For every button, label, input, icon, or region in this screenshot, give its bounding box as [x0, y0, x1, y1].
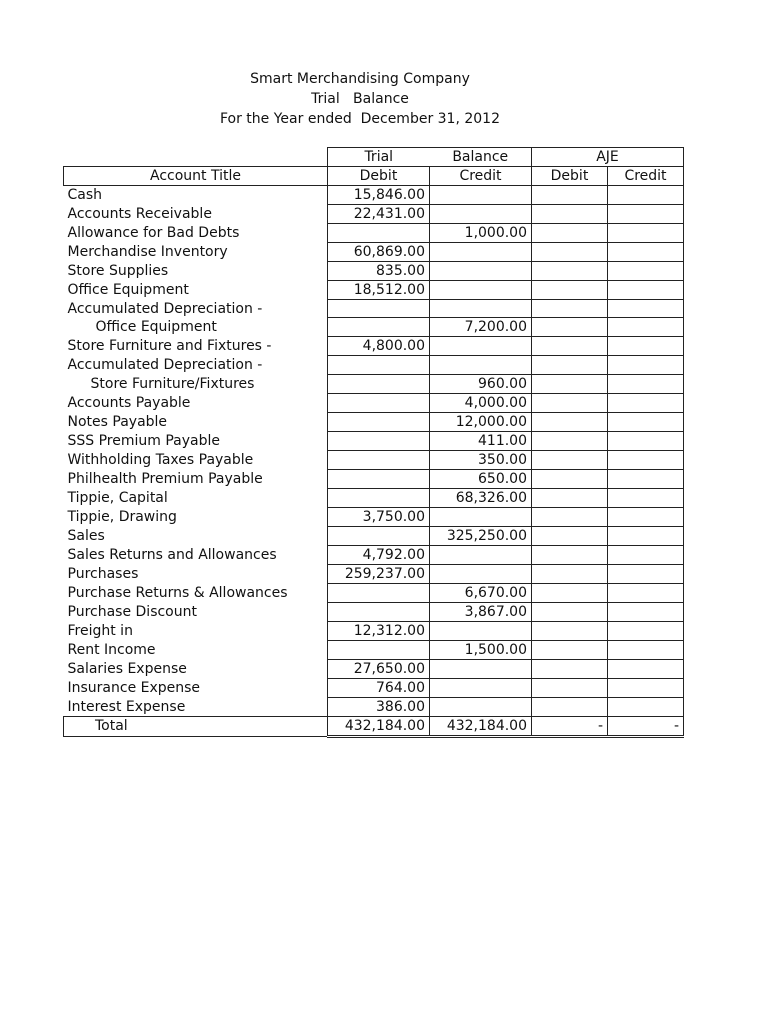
aje-credit-amount: [608, 205, 684, 224]
debit-amount: 386.00: [328, 697, 430, 716]
table-row: [64, 393, 684, 412]
debit-amount: 12,312.00: [328, 621, 430, 640]
credit-amount: [430, 545, 532, 564]
credit-amount: [430, 186, 532, 205]
credit-amount: [430, 262, 532, 281]
credit-amount: [430, 659, 532, 678]
table-row: [64, 450, 684, 469]
debit-amount: [328, 469, 430, 488]
account-name: Merchandise Inventory: [67, 244, 228, 260]
credit-amount: [430, 300, 532, 318]
aje-debit-amount: [532, 621, 608, 640]
debit-amount: 27,650.00: [328, 659, 430, 678]
debit-amount: [328, 602, 430, 621]
trial-header-part1: Trial: [328, 148, 430, 167]
table-row: [64, 262, 684, 281]
aje-debit-header: Debit: [532, 167, 608, 186]
total-credit: 432,184.00: [430, 716, 532, 736]
aje-credit-amount: [608, 412, 684, 431]
debit-amount: [328, 393, 430, 412]
aje-debit-amount: [532, 469, 608, 488]
table-row: [64, 243, 684, 262]
account-name: Purchase Returns & Allowances: [67, 584, 288, 601]
account-name: Interest Expense: [67, 698, 186, 715]
debit-amount: 259,237.00: [328, 564, 430, 583]
credit-amount: 411.00: [430, 431, 532, 450]
aje-credit-amount: [608, 507, 684, 526]
aje-credit-amount: [608, 450, 684, 469]
credit-amount: [430, 507, 532, 526]
aje-credit-amount: [608, 356, 684, 374]
aje-credit-amount: [608, 583, 684, 602]
credit-amount: 6,670.00: [430, 583, 532, 602]
debit-amount: [328, 318, 430, 337]
debit-amount: [328, 450, 430, 469]
aje-credit-amount: [608, 186, 684, 205]
aje-credit-amount: [608, 564, 684, 583]
credit-amount: [430, 337, 532, 356]
total-aje-credit: -: [608, 716, 684, 736]
table-row: [64, 640, 684, 659]
table-row: [64, 621, 684, 640]
aje-credit-amount: [608, 318, 684, 337]
aje-debit-amount: [532, 697, 608, 716]
credit-amount: 350.00: [430, 450, 532, 469]
account-name: Office Equipment: [95, 319, 217, 336]
account-name: Cash: [67, 187, 103, 204]
table-row: [64, 356, 684, 374]
credit-amount: [430, 621, 532, 640]
account-name: Freight in: [67, 622, 133, 639]
aje-debit-amount: [532, 243, 608, 262]
table-row: [64, 507, 684, 526]
credit-amount: [430, 356, 532, 374]
table-row: [64, 224, 684, 243]
tb-debit-header: Debit: [328, 167, 430, 186]
aje-debit-amount: [532, 224, 608, 243]
debit-amount: [328, 300, 430, 318]
total-debit: 432,184.00: [328, 716, 430, 736]
aje-debit-amount: [532, 412, 608, 431]
account-name: Office Equipment: [67, 282, 189, 298]
table-row: [64, 318, 684, 337]
account-title-header: Account Title: [64, 167, 328, 186]
debit-amount: 22,431.00: [328, 205, 430, 224]
account-name: Accounts Receivable: [67, 206, 212, 222]
table-row: [64, 337, 684, 356]
table-row: [64, 697, 684, 716]
aje-credit-amount: [608, 224, 684, 243]
debit-amount: 764.00: [328, 678, 430, 697]
credit-amount: 7,200.00: [430, 318, 532, 337]
account-name: Accumulated Depreciation -: [67, 357, 263, 374]
aje-credit-amount: [608, 469, 684, 488]
table-row: [64, 583, 684, 602]
aje-debit-amount: [532, 356, 608, 374]
total-row: [64, 716, 684, 736]
account-name: Notes Payable: [67, 413, 168, 430]
aje-credit-amount: [608, 393, 684, 412]
aje-debit-amount: [532, 507, 608, 526]
debit-amount: 18,512.00: [328, 281, 430, 300]
table-row: [64, 186, 684, 205]
credit-amount: 650.00: [430, 469, 532, 488]
aje-debit-amount: [532, 281, 608, 300]
debit-amount: 3,750.00: [328, 507, 430, 526]
table-row: [64, 545, 684, 564]
credit-amount: 3,867.00: [430, 602, 532, 621]
aje-debit-amount: [532, 602, 608, 621]
aje-credit-amount: [608, 431, 684, 450]
company-name: Smart Merchandising Company: [250, 71, 470, 87]
account-name: Sales: [67, 527, 105, 544]
statement-title: Trial Balance: [311, 91, 409, 107]
aje-debit-amount: [532, 564, 608, 583]
aje-credit-amount: [608, 337, 684, 356]
credit-amount: [430, 678, 532, 697]
table-row: [64, 300, 684, 318]
account-name: Purchases: [67, 565, 139, 582]
account-name: Tippie, Drawing: [67, 508, 177, 525]
aje-credit-amount: [608, 300, 684, 318]
account-name: Rent Income: [67, 641, 156, 658]
credit-amount: [430, 564, 532, 583]
aje-debit-amount: [532, 374, 608, 393]
account-name: Tippie, Capital: [67, 489, 168, 506]
aje-debit-amount: [532, 262, 608, 281]
statement-period: For the Year ended December 31, 2012: [219, 111, 500, 127]
aje-credit-amount: [608, 374, 684, 393]
table-row: [64, 431, 684, 450]
table-row: [64, 412, 684, 431]
aje-debit-amount: [532, 205, 608, 224]
account-name: Insurance Expense: [67, 679, 201, 696]
aje-credit-amount: [608, 602, 684, 621]
table-row: [64, 374, 684, 393]
account-name: Salaries Expense: [67, 660, 187, 677]
aje-debit-amount: [532, 545, 608, 564]
aje-credit-amount: [608, 243, 684, 262]
table-row: [64, 205, 684, 224]
debit-amount: [328, 356, 430, 374]
account-name: Sales Returns and Allowances: [67, 546, 277, 563]
debit-amount: [328, 526, 430, 545]
blank-header-cell: [64, 148, 328, 167]
debit-amount: 4,792.00: [328, 545, 430, 564]
debit-amount: 15,846.00: [328, 186, 430, 205]
aje-debit-amount: [532, 678, 608, 697]
trial-balance-table: [63, 147, 684, 738]
credit-amount: 4,000.00: [430, 393, 532, 412]
credit-amount: [430, 697, 532, 716]
aje-debit-amount: [532, 488, 608, 507]
table-row: [64, 564, 684, 583]
total-label: Total: [64, 716, 328, 736]
credit-amount: [430, 243, 532, 262]
aje-debit-amount: [532, 337, 608, 356]
debit-amount: [328, 583, 430, 602]
table-row: [64, 659, 684, 678]
column-header-row: [64, 167, 684, 186]
table-row: [64, 602, 684, 621]
account-name: Philhealth Premium Payable: [67, 470, 263, 487]
table-row: [64, 281, 684, 300]
credit-amount: 68,326.00: [430, 488, 532, 507]
trial-header-part2: Balance: [430, 148, 532, 167]
aje-debit-amount: [532, 300, 608, 318]
account-name: Allowance for Bad Debts: [67, 225, 240, 241]
credit-amount: 325,250.00: [430, 526, 532, 545]
debit-amount: 4,800.00: [328, 337, 430, 356]
debit-amount: [328, 640, 430, 659]
aje-credit-amount: [608, 697, 684, 716]
aje-credit-amount: [608, 678, 684, 697]
debit-amount: [328, 224, 430, 243]
account-name: Accounts Payable: [67, 394, 191, 411]
tb-credit-header: Credit: [430, 167, 532, 186]
account-name: Accumulated Depreciation -: [67, 300, 263, 317]
aje-debit-amount: [532, 450, 608, 469]
credit-amount: 1,000.00: [430, 224, 532, 243]
aje-debit-amount: [532, 526, 608, 545]
aje-credit-amount: [608, 488, 684, 507]
debit-amount: [328, 488, 430, 507]
aje-credit-amount: [608, 545, 684, 564]
aje-credit-header: Credit: [608, 167, 684, 186]
aje-credit-amount: [608, 262, 684, 281]
table-row: [64, 488, 684, 507]
aje-debit-amount: [532, 318, 608, 337]
aje-credit-amount: [608, 621, 684, 640]
aje-credit-amount: [608, 281, 684, 300]
group-header-row: [64, 148, 684, 167]
credit-amount: 12,000.00: [430, 412, 532, 431]
account-name: Store Furniture/Fixtures: [90, 375, 255, 392]
credit-amount: [430, 205, 532, 224]
aje-debit-amount: [532, 640, 608, 659]
aje-header: AJE: [532, 148, 684, 167]
table-row: [64, 526, 684, 545]
account-name: Purchase Discount: [67, 603, 197, 620]
aje-debit-amount: [532, 659, 608, 678]
account-name: Store Furniture and Fixtures -: [67, 338, 272, 355]
aje-debit-amount: [532, 393, 608, 412]
credit-amount: 1,500.00: [430, 640, 532, 659]
credit-amount: 960.00: [430, 374, 532, 393]
debit-amount: [328, 431, 430, 450]
debit-amount: 835.00: [328, 262, 430, 281]
table-row: [64, 678, 684, 697]
aje-debit-amount: [532, 583, 608, 602]
debit-amount: 60,869.00: [328, 243, 430, 262]
total-aje-debit: -: [532, 716, 608, 736]
aje-credit-amount: [608, 659, 684, 678]
table-row: [64, 469, 684, 488]
aje-debit-amount: [532, 186, 608, 205]
aje-debit-amount: [532, 431, 608, 450]
account-name: Withholding Taxes Payable: [67, 451, 254, 468]
account-name: Store Supplies: [67, 263, 169, 279]
aje-credit-amount: [608, 526, 684, 545]
debit-amount: [328, 412, 430, 431]
debit-amount: [328, 374, 430, 393]
credit-amount: [430, 281, 532, 300]
aje-credit-amount: [608, 640, 684, 659]
account-name: SSS Premium Payable: [67, 432, 221, 449]
